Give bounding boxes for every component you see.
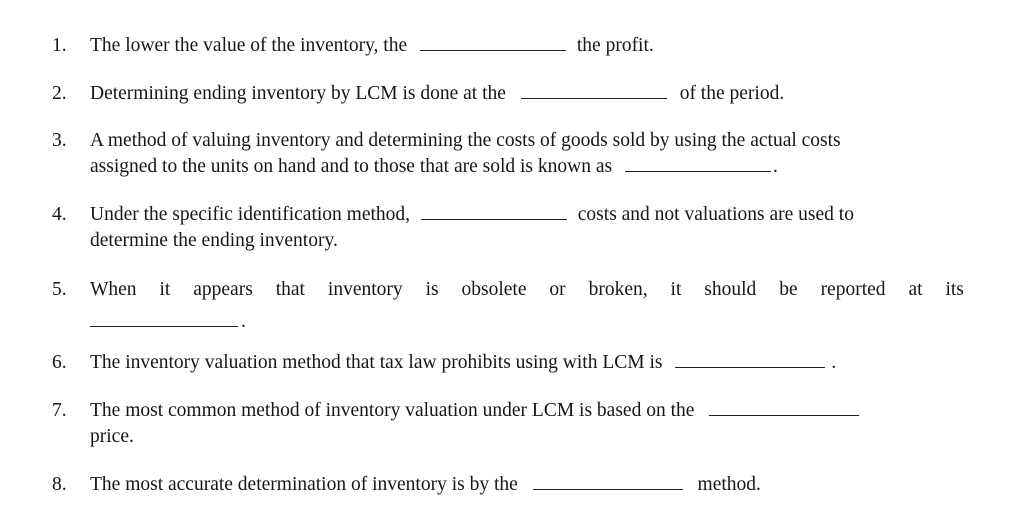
question-text-justified (90, 277, 964, 303)
question-number: 7. (52, 400, 67, 421)
question-word: it (159, 279, 171, 300)
question-word: be (779, 279, 798, 300)
question-text: The inventory valuation method that tax law prohibits using with LCM is (90, 352, 663, 373)
question-number: 5. (52, 279, 67, 300)
question-number: 6. (52, 352, 67, 373)
question-word: reported (820, 279, 886, 300)
question-number: 1. (52, 35, 67, 56)
question-text-line-2: determine the ending inventory. (90, 230, 338, 251)
answer-blank[interactable] (420, 49, 566, 51)
question-word: obsolete (461, 279, 527, 300)
answer-blank[interactable] (533, 488, 683, 490)
question-period: . (772, 156, 778, 177)
question-text: Determining ending inventory by LCM is done at the (90, 83, 506, 104)
question-text-after: costs and not valuations are used to (577, 204, 854, 225)
question-text: Under the specific identification method, (90, 204, 411, 225)
question-word: should (704, 279, 757, 300)
answer-blank[interactable] (625, 170, 771, 172)
question-word: at (908, 279, 923, 300)
question-word: broken, (588, 279, 648, 300)
question-period: . (831, 352, 837, 373)
question-word: inventory (327, 279, 403, 300)
question-number: 4. (52, 204, 67, 225)
question-word: When (90, 279, 137, 300)
question-word: or (549, 279, 566, 300)
question-number: 3. (52, 130, 67, 151)
question-period: . (241, 311, 246, 332)
question-number: 8. (52, 474, 67, 495)
question-text: The most accurate determination of inventory is by the (90, 474, 518, 495)
question-text: The most common method of inventory valuation under LCM is based on the (90, 400, 695, 421)
question-number: 2. (52, 83, 67, 104)
question-word: appears (193, 279, 253, 300)
question-text-after: the profit. (576, 35, 654, 56)
question-text-after: method. (697, 474, 761, 495)
question-word: is (425, 279, 439, 300)
answer-blank[interactable] (675, 366, 825, 368)
question-word: its (945, 279, 964, 300)
question-word: that (275, 279, 305, 300)
question-text-line-2: price. (90, 426, 134, 447)
question-text-after: of the period. (679, 83, 785, 104)
answer-blank[interactable] (421, 218, 567, 220)
question-text-line-2: assigned to the units on hand and to those that are sold is known as (90, 156, 613, 177)
question-word: it (670, 279, 682, 300)
question-text: The lower the value of the inventory, the (90, 35, 408, 56)
answer-blank[interactable] (709, 414, 859, 416)
answer-blank[interactable] (521, 97, 667, 99)
question-text-line-1: A method of valuing inventory and determining the costs of goods sold by using the actual costs (90, 130, 841, 151)
answer-blank[interactable] (90, 325, 238, 327)
